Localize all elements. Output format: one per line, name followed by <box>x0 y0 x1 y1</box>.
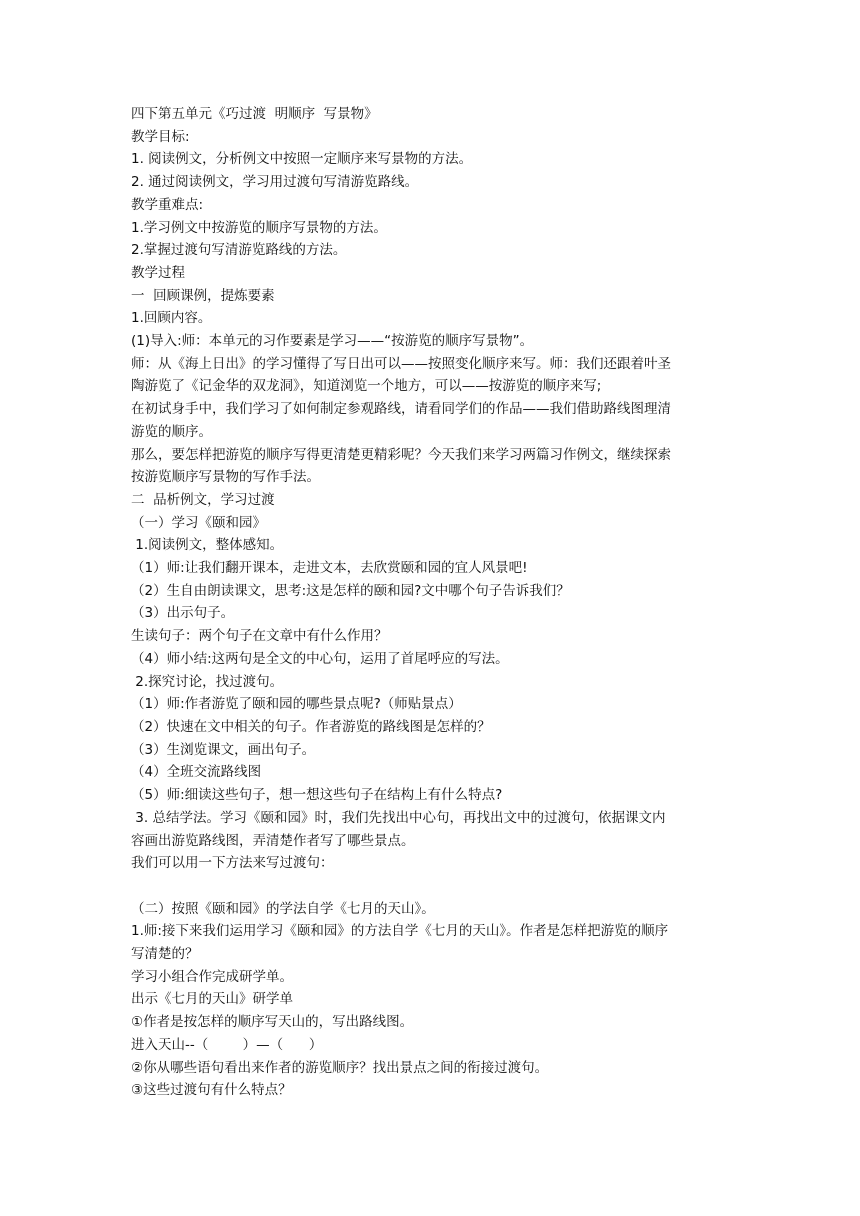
paragraph-line: 在初试身手中，我们学习了如何制定参观路线，请看同学们的作品——我们借助路线图理清 <box>131 401 671 418</box>
key-point-item-1: 1.学习例文中按游览的顺序写景物的方法。 <box>131 219 387 236</box>
document-body <box>131 103 731 1102</box>
process-substep: （3）出示句子。 <box>131 605 235 622</box>
process-substep: （1）师:让我们翻开课本，走进文本，去欣赏颐和园的宜人风景吧! <box>131 560 528 577</box>
key-point-item-2: 2.掌握过渡句写清游览路线的方法。 <box>131 242 347 259</box>
document-title: 四下第五单元《巧过渡 明顺序 写景物》 <box>131 106 378 122</box>
paragraph-line: 陶游览了《记金华的双龙洞》，知道浏览一个地方，可以——按游览的顺序来写; <box>131 378 602 395</box>
section-heading-process: 教学过程 <box>131 264 185 281</box>
paragraph-line: 生读句子：两个句子在文章中有什么作用？ <box>131 628 388 645</box>
paragraph-line: 学习小组合作完成研学单。 <box>131 968 293 985</box>
study-question: ③这些过渡句有什么特点？ <box>131 1082 292 1099</box>
study-question: ①作者是按怎样的顺序写天山的，写出路线图。 <box>131 1014 414 1031</box>
blank-line <box>131 875 731 898</box>
process-substep: （2）生自由朗读课文，思考:这是怎样的颐和园?文中哪个句子告诉我们？ <box>131 582 570 599</box>
paragraph-line: 师：从《海上日出》的学习懂得了写日出可以——按照变化顺序来写。师：我们还跟着叶圣 <box>131 355 671 372</box>
process-step: 2.探究讨论，找过渡句。 <box>131 673 284 690</box>
process-step: 1.回顾内容。 <box>131 310 212 327</box>
objective-item-1: 1. 阅读例文，分析例文中按照一定顺序来写景物的方法。 <box>131 151 473 168</box>
process-substep: （4）全班交流路线图 <box>131 764 262 781</box>
process-substep: （1）师:作者游览了颐和园的哪些景点呢?（师贴景点） <box>131 696 462 713</box>
paragraph-line: 写清楚的？ <box>131 946 199 962</box>
objective-item-2: 2. 通过阅读例文，学习用过渡句写清游览路线。 <box>131 174 419 191</box>
paragraph-line: 我们可以用一下方法来写过渡句： <box>131 855 334 872</box>
process-part-1-heading: 一 回顾课例，提炼要素 <box>131 287 275 304</box>
subsection-heading: （二）按照《颐和园》的学法自学《七月的天山》。 <box>131 900 435 917</box>
process-substep: （4）师小结:这两句是全文的中心句，运用了首尾呼应的写法。 <box>131 650 509 667</box>
paragraph-line: 1.师:接下来我们运用学习《颐和园》的方法自学《七月的天山》。作者是怎样把游览的顺序 <box>131 923 669 940</box>
process-part-2-heading: 二 品析例文，学习过渡 <box>131 491 275 508</box>
study-question: ②你从哪些语句看出来作者的游览顺序？找出景点之间的衔接过渡句。 <box>131 1059 549 1076</box>
process-step: 1.阅读例文，整体感知。 <box>131 537 284 554</box>
paragraph-line: 容画出游览路线图，弄清楚作者写了哪些景点。 <box>131 832 415 849</box>
subsection-heading: （一）学习《颐和园》 <box>131 514 266 531</box>
paragraph-line: 那么，要怎样把游览的顺序写得更清楚更精彩呢？今天我们来学习两篇习作例文，继续探索 <box>131 446 671 463</box>
paragraph-line: 游览的顺序。 <box>131 423 212 440</box>
process-substep: （3）生浏览课文，画出句子。 <box>131 741 316 758</box>
paragraph-line: (1)导入:师：本单元的习作要素是学习——“按游览的顺序写景物”。 <box>131 333 534 350</box>
study-sheet-heading: 出示《七月的天山》研学单 <box>131 991 293 1008</box>
process-step: 3. 总结学法。学习《颐和园》时，我们先找出中心句，再找出文中的过渡句，依据课文内 <box>131 809 666 826</box>
process-substep: （2）快速在文中相关的句子。作者游览的路线图是怎样的？ <box>131 718 491 735</box>
route-fill-blank: 进入天山--（ ）—（ ） <box>131 1036 323 1053</box>
process-substep: （5）师:细读这些句子，想一想这些句子在结构上有什么特点? <box>131 787 503 804</box>
section-heading-objectives: 教学目标: <box>131 128 190 145</box>
section-heading-key-points: 教学重难点: <box>131 196 204 213</box>
paragraph-line: 按游览顺序写景物的写作手法。 <box>131 469 320 486</box>
